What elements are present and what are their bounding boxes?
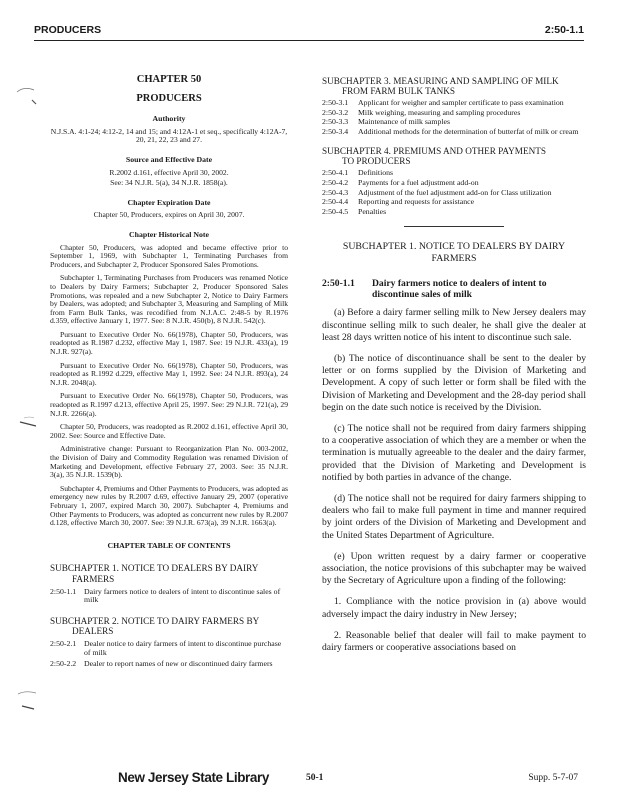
toc-entry-title: Adjustment of the fuel adjustment add-on for Class utilization — [358, 187, 552, 197]
toc-entry-number: 2:50-4.2 — [322, 177, 349, 187]
toc-subchapter-line: SUBCHAPTER 2. NOTICE TO DAIRY FARMERS BY — [50, 615, 260, 626]
section-divider — [404, 226, 504, 227]
toc-entry[interactable] — [50, 660, 288, 669]
section-number: 2:50-1.1 — [322, 278, 355, 290]
history-paragraph: Pursuant to Executive Order No. 66(1978), Chapter 50, Producers, was readopted as R.1987 d.232, effective May 1, 1987. See: 19 N.J.R. 433(a), 19 N.J.R. 927(a). — [50, 329, 288, 357]
history-paragraph: Chapter 50, Producers, was readopted as R.2002 d.161, effective April 30, 2002. See: Source and Effective Date. — [50, 422, 288, 440]
source-line: See: 34 N.J.R. 5(a), 34 N.J.R. 1858(a). — [110, 178, 228, 188]
history-heading: Chapter Historical Note — [129, 229, 209, 239]
toc-entry-title: Additional methods for the determination of butterfat of milk or cream — [358, 126, 579, 136]
toc-entry[interactable] — [322, 99, 586, 108]
toc-subchapter-heading — [50, 563, 288, 583]
body-paragraph: (d) The notice shall not be required for dairy farmers shipping to dealers who fail to make full payment in time and manner required by joint orders of the Division of Marketing and Development and the United States Department of Agriculture. — [322, 492, 586, 541]
punch-mark-icon — [14, 410, 40, 432]
toc-entry-title: Applicant for weigher and sampler certificate to pass examination — [358, 98, 564, 107]
body-paragraph: (a) Before a dairy farmer selling milk to New Jersey dealers may discontinue selling milk to such dealer, he shall give the dealer at least 28 days written notice of his intent to discontinue such sale. — [322, 307, 586, 343]
toc-entry-number: 2:50-2.1 — [50, 639, 77, 649]
toc-subchapter-heading — [50, 616, 288, 636]
body-paragraph: (b) The notice of discontinuance shall be sent to the dealer by letter or on forms supplied by the Division of Marketing and Development. A copy of such letter or form shall be filed with the Division of Marketing and Development and the 28-day period shall begin on the date such notice is received by the Division. — [322, 352, 586, 413]
toc-subchapter-line: SUBCHAPTER 4. PREMIUMS AND OTHER PAYMENTS — [322, 146, 546, 157]
toc-subchapter-line: FARMERS — [72, 573, 115, 584]
body-paragraph: (e) Upon written request by a dairy farmer or cooperative association, the notice provisions of this subchapter may be waived by the Secretary of Agriculture upon a finding of the following: — [322, 550, 586, 587]
toc-entry[interactable] — [322, 208, 586, 217]
chapter-name: PRODUCERS — [136, 92, 202, 104]
toc-subchapter-line: SUBCHAPTER 3. MEASURING AND SAMPLING OF MILK — [322, 76, 559, 86]
section-heading — [322, 278, 586, 300]
toc-entry[interactable] — [50, 640, 288, 657]
toc-entry-number: 2:50-4.3 — [322, 187, 349, 197]
toc-entry[interactable] — [322, 118, 586, 127]
header-rule — [34, 40, 584, 41]
expiration-text: Chapter 50, Producers, expires on April 30, 2007. — [93, 210, 245, 220]
toc-subchapter-line: TO PRODUCERS — [342, 156, 411, 167]
library-stamp: New Jersey State Library — [118, 770, 269, 785]
toc-entry-title: Maintenance of milk samples — [358, 117, 451, 127]
subchapter-heading — [322, 241, 586, 264]
toc-entry-title: Dealer notice to dairy farmers of intent to discontinue purchase of milk — [84, 639, 282, 657]
source-heading: Source and Effective Date — [125, 154, 213, 164]
section-title: Dairy farmers notice to dealers of intent to discontinue sales of milk — [372, 278, 547, 301]
toc-entry-number: 2:50-4.5 — [322, 206, 349, 216]
toc-entry-title: Payments for a fuel adjustment add-on — [358, 177, 479, 187]
authority-text: N.J.S.A. 4:1-24; 4:12-2, 14 and 15; and 4:12A-1 et seq., specifically 4:12A-7, 20, 21, 22, 23 and 27. — [50, 126, 288, 145]
body-paragraph: 2. Reasonable belief that dealer will fail to make payment to dairy farmers or cooperative associations based on — [322, 629, 586, 654]
chapter-number: CHAPTER 50 — [136, 74, 202, 85]
right-column — [322, 76, 586, 663]
toc-entry[interactable] — [322, 128, 586, 137]
toc-entry-title: Milk weighing, measuring and sampling procedures — [358, 107, 521, 117]
running-header — [34, 24, 584, 40]
history-paragraph: Chapter 50, Producers, was adopted and became effective prior to September 1, 1969, with Subchapter 1, Terminating Purchases from Producers, and Subchapter 2, Producer Sponsored Sales Promotions. — [50, 242, 288, 269]
toc-entry-number: 2:50-2.2 — [50, 658, 77, 668]
toc-entry-number: 2:50-3.1 — [322, 98, 349, 107]
expiration-heading: Chapter Expiration Date — [127, 197, 211, 207]
toc-entry[interactable] — [322, 198, 586, 207]
punch-mark-icon — [14, 86, 40, 108]
toc-entry-title: Reporting and requests for assistance — [358, 197, 475, 207]
toc-subchapter-line: FROM FARM BULK TANKS — [342, 86, 456, 96]
toc-entry-number: 2:50-3.3 — [322, 117, 349, 127]
toc-entry[interactable] — [322, 109, 586, 118]
page-number: 50-1 — [306, 773, 324, 783]
toc-entry[interactable] — [322, 179, 586, 188]
header-title: PRODUCERS — [34, 24, 102, 36]
toc-entry[interactable] — [50, 588, 288, 605]
toc-subchapter-heading — [322, 76, 586, 96]
history-paragraph: Pursuant to Executive Order No. 66(1978), Chapter 50, Producers, was readopted as R.1992 d.229, effective May 1, 1992. See: 24 N.J.R. 893(a), 24 N.J.R. 2048(a). — [50, 360, 288, 387]
toc-entry-number: 2:50-3.4 — [322, 126, 349, 136]
toc-entry-number: 2:50-1.1 — [50, 586, 77, 596]
body-paragraph: (c) The notice shall not be required from dairy farmers shipping to a cooperative association of which they are a member or when the termination is mutually agreeable to the dealer and the dairy farmer, provided that the Division of Marketing and Development is notified by both parties in advance of the change. — [322, 422, 586, 483]
punch-mark-icon — [14, 690, 40, 712]
toc-entry-number: 2:50-4.4 — [322, 197, 349, 207]
toc-subchapter-line: SUBCHAPTER 1. NOTICE TO DEALERS BY DAIRY — [50, 563, 259, 574]
history-paragraph: Pursuant to Executive Order No. 66(1978), Chapter 50, Producers, was readopted as R.1997 d.213, effective April 25, 1997. See: 29 N.J.R. 721(a), 29 N.J.R. 2266(a). — [50, 391, 288, 418]
authority-heading: Authority — [152, 114, 186, 124]
toc-subchapter-heading — [322, 146, 586, 166]
toc-entry-title: Dealer to report names of new or discontinued dairy farmers — [84, 658, 273, 668]
toc-entry-title: Penalties — [358, 206, 387, 216]
toc-entry-number: 2:50-3.2 — [322, 107, 349, 117]
subchapter-heading-line: SUBCHAPTER 1. NOTICE TO DEALERS BY DAIRY — [342, 241, 566, 253]
history-paragraph: Subchapter 1, Terminating Purchases from Producers was renamed Notice to Dealers by Dairy Farmers; Subchapter 2, Producer Sponsored Sales Promotions, was repealed and a new Subchapter 2, Notice to Dairy Farmers by Dealers, was adopted; and Subchapter 3, Measuring and Sampling of Milk from Farm Bulk Tanks, was recodified from N.J.A.C. 2:48-5 by R.1976 d.359, effective January 1, 1977. See: 8 N.J.R. 450(b), 8 N.J.R. 542(c). — [50, 273, 288, 326]
header-section: 2:50-1.1 — [544, 24, 584, 36]
toc-entry[interactable] — [322, 169, 586, 178]
toc-subchapter-line: DEALERS — [72, 626, 114, 637]
history-paragraph: Subchapter 4, Premiums and Other Payments to Producers, was adopted as emergency new rules by R.2007 d.69, effective January 29, 2007 (operative February 1, 2007, expired March 30, 2007). Subchapter 4, Premiums and Other Payments to Producers, was adopted as concurrent new rules by R.2007 d.128, effective March 30, 2007. See: 39 N.J.R. 673(a), 39 N.J.R. 1663(a). — [50, 483, 288, 528]
toc-entry[interactable] — [322, 189, 586, 198]
subchapter-heading-line: FARMERS — [431, 252, 477, 264]
left-column — [50, 76, 288, 670]
toc-heading: CHAPTER TABLE OF CONTENTS — [107, 540, 231, 550]
history-paragraph: Administrative change: Pursuant to Reorganization Plan No. 003-2002, the Division of Dairy and Commodity Regulation was renamed Division of Marketing and Development, effective February 27, 2003. See: 35 N.J.R. 3(a), 35 N.J.R. 1539(b). — [50, 444, 288, 480]
toc-entry-number: 2:50-4.1 — [322, 168, 349, 178]
supplement-date: Supp. 5-7-07 — [528, 773, 578, 783]
body-paragraph: 1. Compliance with the notice provision in (a) above would adversely impact the dairy industry in New Jersey; — [322, 596, 586, 620]
toc-entry-title: Dairy farmers notice to dealers of intent to discontinue sales of milk — [84, 586, 281, 605]
source-line: R.2002 d.161, effective April 30, 2002. — [109, 167, 229, 177]
page-footer — [0, 770, 618, 790]
toc-entry-title: Definitions — [358, 168, 394, 178]
